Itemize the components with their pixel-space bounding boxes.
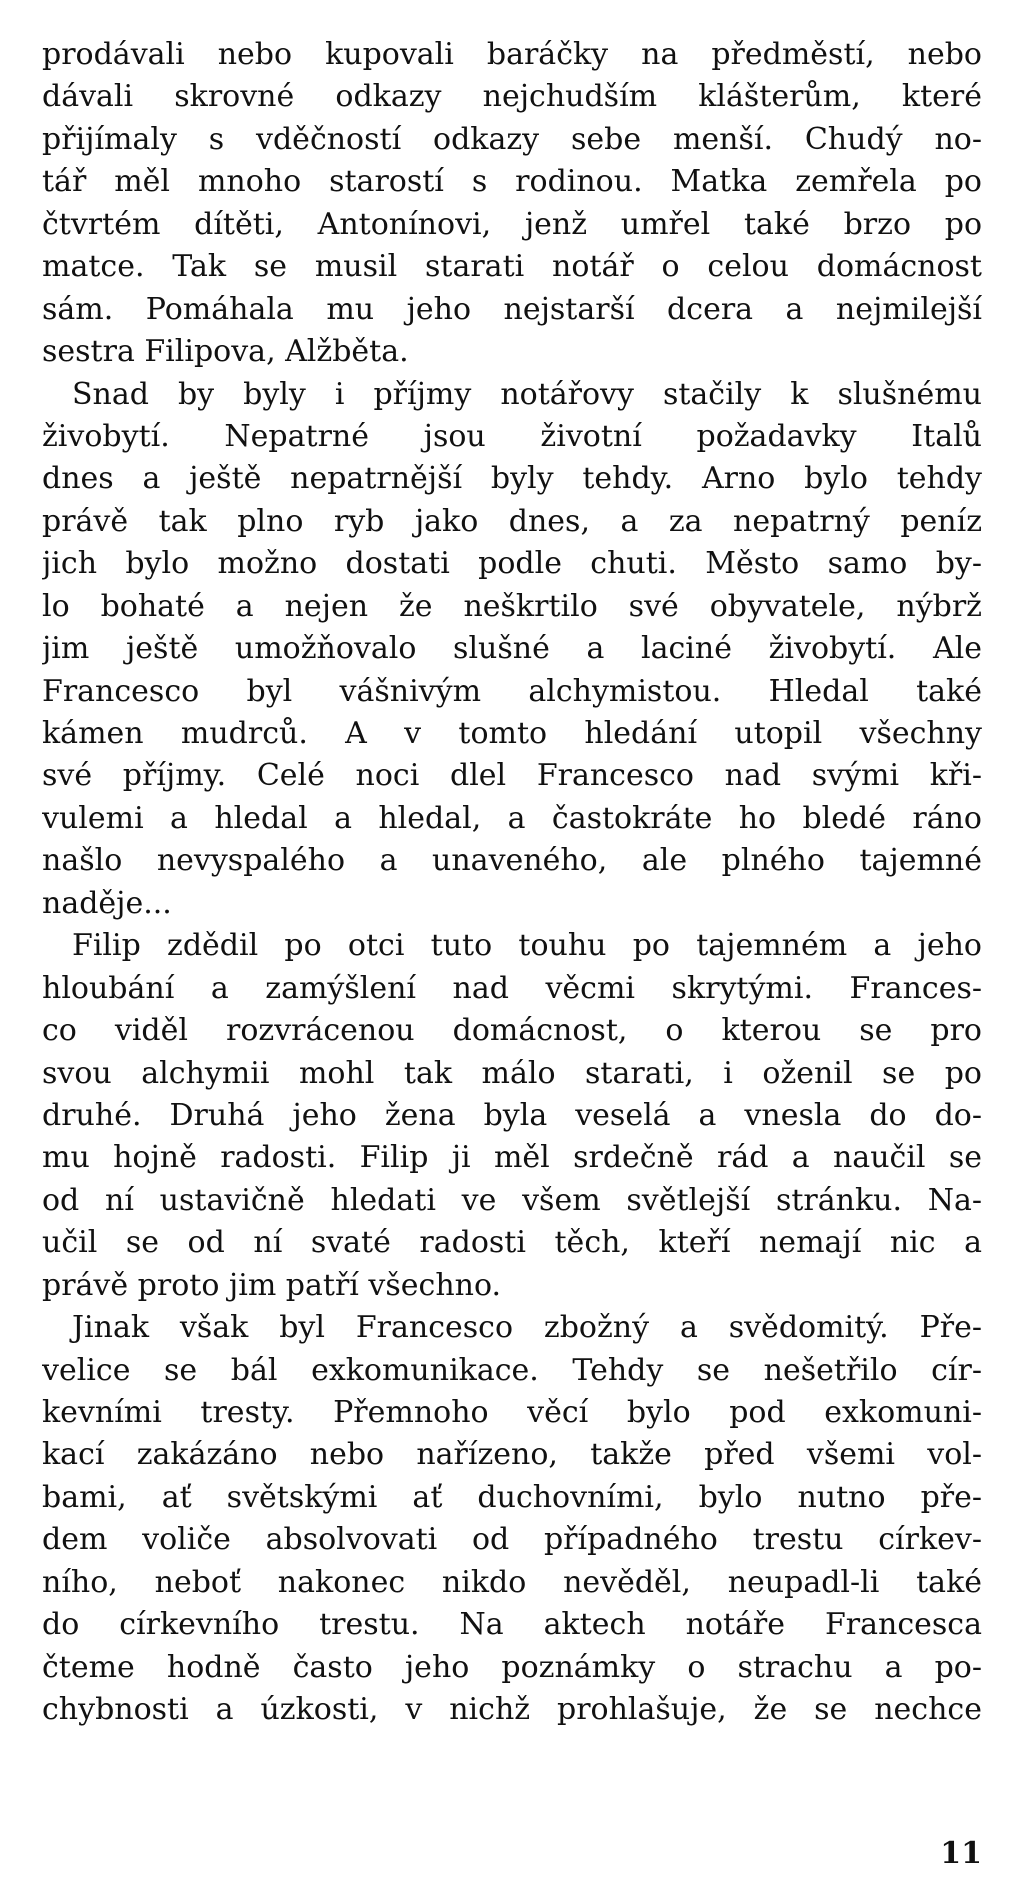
text-line: od ní ustavičně hledati ve všem světlejší stránku. Na-: [42, 1182, 982, 1218]
text-line: kací zakázáno nebo nařízeno, takže před všemi vol-: [42, 1437, 982, 1473]
text-line: právě tak plno ryb jako dnes, a za nepatrný peníz: [42, 503, 982, 539]
text-line: mu hojně radosti. Filip ji měl srdečně rád a naučil se: [42, 1140, 982, 1176]
text-line: učil se od ní svaté radosti těch, kteří nemají nic a: [42, 1225, 982, 1261]
text-line: živobytí. Nepatrné jsou životní požadavky Italů: [42, 418, 982, 454]
paragraph-start-line: Jinak však byl Francesco zbožný a svědomitý. Pře-: [72, 1310, 982, 1346]
text-line: hloubání a zamýšlení nad věcmi skrytými. Frances-: [42, 970, 982, 1006]
page-body: [42, 34, 982, 1732]
text-line: kevními tresty. Přemnoho věcí bylo pod exkomuni-: [42, 1395, 982, 1430]
text-line: Francesco byl vášnivým alchymistou. Hledal také: [42, 673, 982, 709]
text-line: čteme hodně často jeho poznámky o strachu a po-: [42, 1649, 982, 1685]
text-line: ního, neboť nakonec nikdo nevěděl, neupadl-li také: [42, 1564, 982, 1600]
page-number: 11: [940, 1836, 982, 1871]
text-line: našlo nevyspalého a unaveného, ale plného tajemné: [42, 843, 982, 879]
text-line: své příjmy. Celé noci dlel Francesco nad svými kři-: [42, 758, 982, 794]
paragraph-end-line: naděje...: [42, 885, 172, 921]
text-line: chybnosti a úzkosti, v nichž prohlašuje, že se nechce: [42, 1692, 982, 1728]
text-line: dem voliče absolvovati od případného trestu církev-: [42, 1522, 982, 1558]
text-line: svou alchymii mohl tak málo starati, i oženil se po: [42, 1055, 982, 1091]
text-line: druhé. Druhá jeho žena byla veselá a vnesla do do-: [42, 1097, 982, 1133]
text-line: co viděl rozvrácenou domácnost, o kterou se pro: [42, 1013, 982, 1049]
text-line: velice se bál exkomunikace. Tehdy se nešetřilo cír-: [42, 1352, 982, 1388]
text-line: jich bylo možno dostati podle chuti. Město samo by-: [42, 546, 982, 582]
text-line: bami, ať světskými ať duchovními, bylo nutno pře-: [42, 1479, 982, 1515]
text-line: prodávali nebo kupovali baráčky na předměstí, nebo: [42, 37, 982, 72]
paragraph-start-line: Snad by byly i příjmy notářovy stačily k slušnému: [72, 376, 982, 412]
text-line: sám. Pomáhala mu jeho nejstarší dcera a nejmilejší: [42, 291, 982, 327]
paragraph-start-line: Filip zdědil po otci tuto touhu po tajemném a jeho: [72, 928, 982, 964]
text-line: přijímaly s vděčností odkazy sebe menší. Chudý no-: [42, 121, 982, 157]
text-line: dávali skrovné odkazy nejchudším klášterům, které: [42, 79, 982, 115]
text-line: lo bohaté a nejen že neškrtilo své obyvatele, nýbrž: [42, 588, 982, 624]
text-line: tář měl mnoho starostí s rodinou. Matka zemřela po: [42, 164, 982, 200]
text-line: matce. Tak se musil starati notář o celou domácnost: [42, 249, 982, 285]
text-line: vulemi a hledal a hledal, a častokráte ho bledé ráno: [42, 800, 982, 836]
text-line: dnes a ještě nepatrnější byly tehdy. Arno bylo tehdy: [42, 461, 982, 497]
text-line: do církevního trestu. Na aktech notáře Francesca: [42, 1607, 982, 1643]
text-line: čtvrtém dítěti, Antonínovi, jenž umřel také brzo po: [42, 206, 982, 242]
paragraph-end-line: sestra Filipova, Alžběta.: [42, 334, 409, 370]
text-line: jim ještě umožňovalo slušné a laciné živobytí. Ale: [42, 631, 982, 667]
text-line: kámen mudrců. A v tomto hledání utopil všechny: [42, 716, 982, 751]
paragraph-end-line: právě proto jim patří všechno.: [42, 1267, 502, 1303]
